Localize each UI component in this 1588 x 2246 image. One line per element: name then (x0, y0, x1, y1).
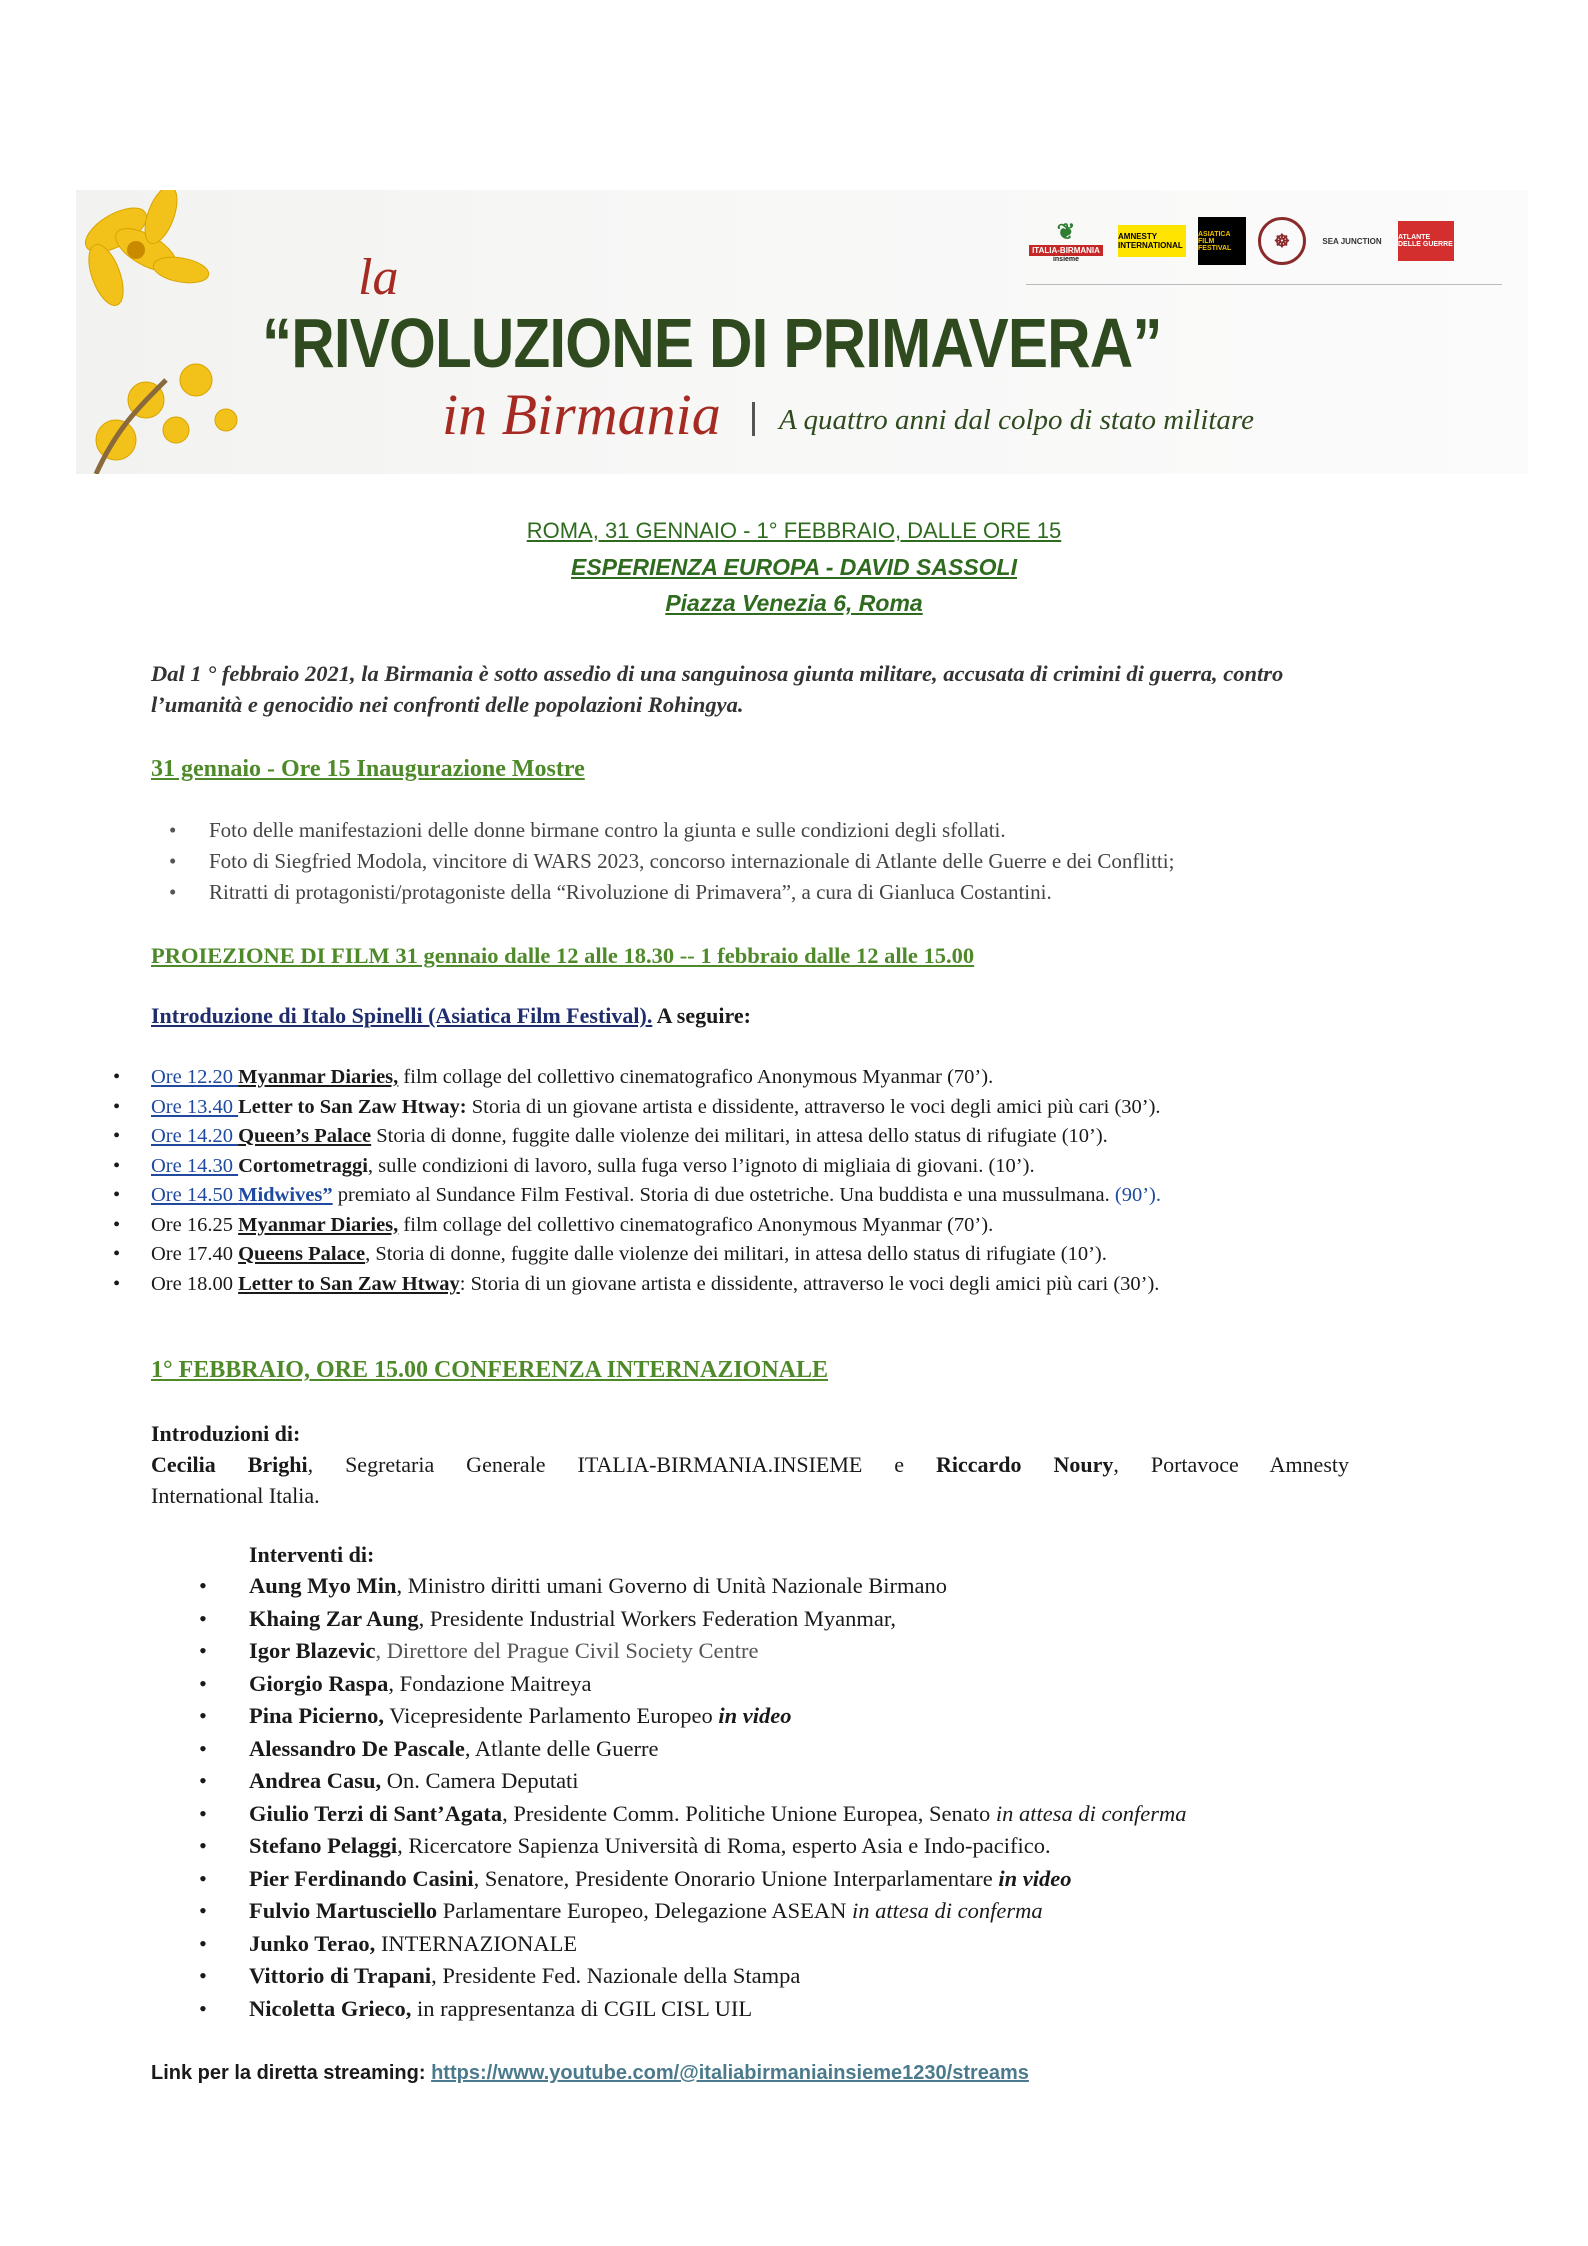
header-banner (76, 190, 1528, 474)
partner-logos (1026, 216, 1454, 266)
schedule-item: • Ore 14.20 Queen’s Palace Storia di donne, fuggite dalle violenze dei militari, in attesa dello status di rifugiate (10’). (113, 1125, 1161, 1155)
schedule-item: • Ore 14.50 Midwives” premiato al Sundance Film Festival. Storia di due ostetriche. Una buddista e una mussulmana. (90’). (113, 1184, 1161, 1214)
yellow-flowers-image (76, 190, 276, 474)
speaker-item: • Alessandro De Pascale, Atlante delle Guerre (199, 1733, 1186, 1766)
films-title: PROIEZIONE DI FILM 31 gennaio dalle 12 alle 18.30 -- 1 febbraio dalle 12 alle 15.00 (151, 943, 975, 968)
logos-rule (1026, 284, 1502, 285)
list-item: • Foto di Siegfried Modola, vincitore di WARS 2023, concorso internazionale di Atlante delle Guerre e dei Conflitti; (151, 849, 1174, 880)
speaker-item: • Igor Blazevic, Direttore del Prague Civil Society Centre (199, 1635, 1186, 1668)
list-item: • Foto delle manifestazioni delle donne birmane contro la giunta e sulle condizioni degli sfollati. (151, 818, 1174, 849)
speakers-list (199, 1570, 1186, 2025)
films-schedule (113, 1066, 1161, 1302)
logo-dharma-wheel: ☸ (1258, 217, 1306, 265)
event-address: Piazza Venezia 6, Roma (665, 590, 923, 616)
speaker-item: • Aung Myo Min, Ministro diritti umani Governo di Unità Nazionale Birmano (199, 1570, 1186, 1603)
bird-icon: ❦ (1056, 219, 1076, 244)
logo-amnesty: AMNESTY INTERNATIONAL (1118, 225, 1186, 257)
title-la: la (358, 249, 399, 306)
streaming-label: Link per la diretta streaming: (151, 2062, 432, 2084)
speaker-item: • Junko Terao, INTERNAZIONALE (199, 1928, 1186, 1961)
schedule-item: • Ore 14.30 Cortometraggi, sulle condizioni di lavoro, sulla fuga verso l’ignoto di migliaia di giovani. (10’). (113, 1155, 1161, 1185)
conference-introductions (151, 1418, 1349, 1511)
list-item: • Ritratti di protagonisti/protagoniste della “Rivoluzione di Primavera”, a cura di Gianluca Costantini. (151, 880, 1174, 911)
event-date-line: ROMA, 31 GENNAIO - 1° FEBBRAIO, DALLE ORE 15 (526, 518, 1062, 543)
exhibitions-title: 31 gennaio - Ore 15 Inaugurazione Mostre (151, 756, 585, 782)
conference-title: 1° FEBBRAIO, ORE 15.00 CONFERENZA INTERNAZIONALE (151, 1357, 829, 1383)
streaming-link[interactable]: https://www.youtube.com/@italiabirmaniainsieme1230/streams (431, 2062, 1029, 2084)
introductions-line: Cecilia Brighi, Segretaria Generale ITALIA-BIRMANIA.INSIEME e Riccardo Noury, Portavoce Amnesty (151, 1452, 1349, 1477)
title-separator (752, 402, 755, 436)
logo-italia-birmania: ❦ ITALIA-BIRMANIA insieme (1026, 216, 1106, 266)
schedule-item: • Ore 17.40 Queens Palace, Storia di donne, fuggite dalle violenze dei militari, in attesa dello status di rifugiate (10’). (113, 1243, 1161, 1273)
event-venue: ESPERIENZA EUROPA - DAVID SASSOLI (571, 554, 1017, 580)
title-in-birmania: in Birmania (442, 382, 721, 447)
speaker-item: • Andrea Casu, On. Camera Deputati (199, 1765, 1186, 1798)
speaker-item: • Nicoletta Grieco, in rappresentanza di CGIL CISL UIL (199, 1993, 1186, 2026)
exhibitions-list (151, 818, 1174, 911)
banner-subtitle: A quattro anni dal colpo di stato militare (779, 404, 1255, 436)
logo-sea-junction: SEA JUNCTION (1322, 236, 1382, 246)
introductions-line-cont: International Italia. (151, 1483, 320, 1508)
introductions-label: Introduzioni di: (151, 1421, 301, 1446)
films-intro-link[interactable]: Introduzione di Italo Spinelli (Asiatica Film Festival). (151, 1003, 653, 1028)
schedule-item: • Ore 12.20 Myanmar Diaries, film collage del collettivo cinematografico Anonymous Myanmar (70’). (113, 1066, 1161, 1096)
schedule-item: • Ore 16.25 Myanmar Diaries, film collage del collettivo cinematografico Anonymous Myanmar (70’). (113, 1214, 1161, 1244)
films-introduction: Introduzione di Italo Spinelli (Asiatica Film Festival). A seguire: (151, 1003, 751, 1028)
speaker-item: • Stefano Pelaggi, Ricercatore Sapienza Università di Roma, esperto Asia e Indo-pacifico. (199, 1830, 1186, 1863)
speaker-item: • Giulio Terzi di Sant’Agata, Presidente Comm. Politiche Unione Europea, Senato in attesa di conferma (199, 1798, 1186, 1831)
schedule-item: • Ore 13.40 Letter to San Zaw Htway: Storia di un giovane artista e dissidente, attraverso le voci degli amici più cari (30’). (113, 1096, 1161, 1126)
speaker-item: • Pier Ferdinando Casini, Senatore, Presidente Onorario Unione Interparlamentare in video (199, 1863, 1186, 1896)
speaker-item: • Vittorio di Trapani, Presidente Fed. Nazionale della Stampa (199, 1960, 1186, 1993)
interventions-label: Interventi di: (249, 1542, 375, 1567)
logo-asiatica: ASIATICA FILM FESTIVAL (1198, 217, 1246, 265)
intro-paragraph: Dal 1 ° febbraio 2021, la Birmania è sotto assedio di una sanguinosa giunta militare, accusata di crimini di guerra, contro l’umanità e genocidio nei confronti delle popolazioni Rohingya. (151, 661, 1284, 717)
streaming-line (151, 2062, 1029, 2085)
schedule-item: • Ore 18.00 Letter to San Zaw Htway: Storia di un giovane artista e dissidente, attraverso le voci degli amici più cari (30’). (113, 1273, 1161, 1303)
logo-atlante: ATLANTE DELLE GUERRE (1398, 221, 1454, 261)
speaker-item: • Pina Picierno, Vicepresidente Parlamento Europeo in video (199, 1700, 1186, 1733)
speaker-item: • Fulvio Martusciello Parlamentare Europeo, Delegazione ASEAN in attesa di conferma (199, 1895, 1186, 1928)
speaker-item: • Khaing Zar Aung, Presidente Industrial Workers Federation Myanmar, (199, 1603, 1186, 1636)
title-rivoluzione: “RIVOLUZIONE DI PRIMAVERA” (262, 304, 1162, 382)
speaker-item: • Giorgio Raspa, Fondazione Maitreya (199, 1668, 1186, 1701)
